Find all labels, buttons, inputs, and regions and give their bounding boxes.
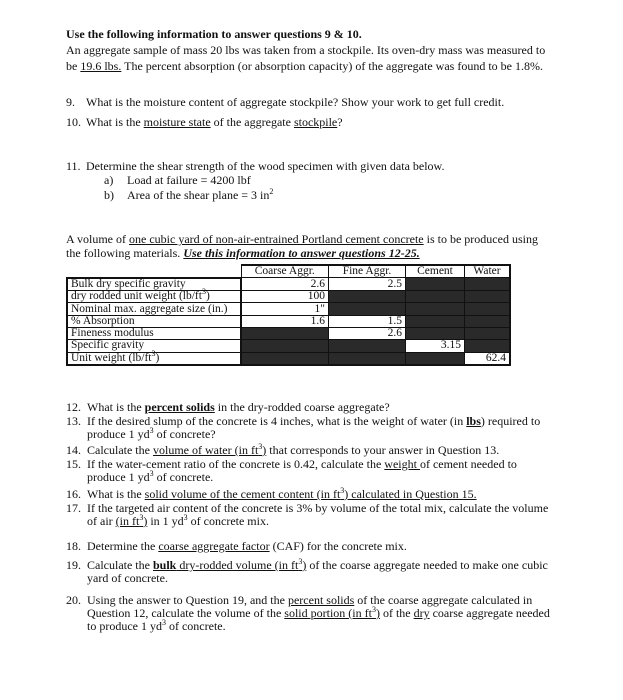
table-row: Specific gravity 3.15 [67, 340, 510, 352]
question-13: 13. If the desired slump of the concrete is 4 inches, what is the weight of water (in lbs) required to produce 1 $yd^3$ of concrete? [66, 414, 541, 441]
materials-table [66, 264, 511, 366]
question-16: 16. What is the solid volume of the cement content (in $ft^3$) calculated in Question 15. [66, 486, 477, 501]
question-11-a: a) Load at failure = 4200 lbf [104, 173, 251, 187]
question-19: 19. Calculate the bulk dry-rodded volume (in $ft^3$) of the coarse aggregate needed to make one cubic yard of concrete. [66, 557, 548, 585]
intro-heading: Use the following information to answer questions 9 & 10. [66, 27, 362, 41]
question-11-b: b) Area of the shear plane = 3 $in^2$ [104, 187, 274, 202]
header-fine-aggr: Fine Aggr. [329, 265, 406, 278]
question-14: 14. Calculate the volume of water (in $ft^3$) that corresponds to your answer in Question 13. [66, 442, 500, 457]
table-row: Unit weight $(lb/ft^3)$ 62.4 [67, 352, 510, 365]
header-coarse-aggr: Coarse Aggr. [241, 265, 329, 278]
question-18: 18. Determine the coarse aggregate factor (CAF) for the concrete mix. [66, 539, 407, 553]
table-row: Nominal max. aggregate size (in.) 1" [67, 303, 510, 315]
table-row: Fineness modulus 2.6 [67, 327, 510, 339]
question-9: 9. What is the moisture content of aggregate stockpile? Show your work to get full credit. [66, 95, 505, 109]
question-20: 20. Using the answer to Question 19, and the percent solids of the coarse aggregate calculated in Question 12, calculate the volume of the solid portion (in $ft^3$) of the dry coarse aggregate needed to produce 1 $yd^3$ of concrete. [66, 593, 550, 633]
table-row: dry rodded unit weight $(lb/ft^3)$ 100 [67, 291, 510, 303]
intro-line-2: be 19.6 lbs. The percent absorption (or absorption capacity) of the aggregate was found to be 1.8%. [66, 59, 543, 73]
table-row: % Absorption 1.6 1.5 [67, 315, 510, 327]
question-15: 15. If the water-cement ratio of the concrete is 0.42, calculate the weight of cement needed to produce 1 $yd^3$ of concrete. [66, 457, 517, 484]
question-12: 12. What is the percent solids in the dry-rodded coarse aggregate? [66, 400, 390, 414]
question-17: 17. If the targeted air content of the concrete is 3% by volume of the total mix, calculate the volume of air (in $ft^3$) in 1 $yd^3$ of concrete mix. [66, 501, 549, 528]
question-11: 11. Determine the shear strength of the wood specimen with given data below. [66, 159, 445, 173]
concrete-intro: A volume of one cubic yard of non-air-entrained Portland cement concrete is to be produced using the following materials. Use this information to answer questions 12-25. [66, 232, 538, 260]
table-header-row [67, 265, 510, 278]
question-10: 10. What is the moisture state of the aggregate stockpile? [66, 115, 343, 129]
table-row: Bulk dry specific gravity 2.6 2.5 [67, 278, 510, 291]
header-water: Water [465, 265, 511, 278]
header-cement: Cement [406, 265, 465, 278]
intro-block [66, 26, 586, 74]
intro-line-1: An aggregate sample of mass 20 lbs was taken from a stockpile. Its oven-dry mass was measured to [66, 43, 546, 57]
